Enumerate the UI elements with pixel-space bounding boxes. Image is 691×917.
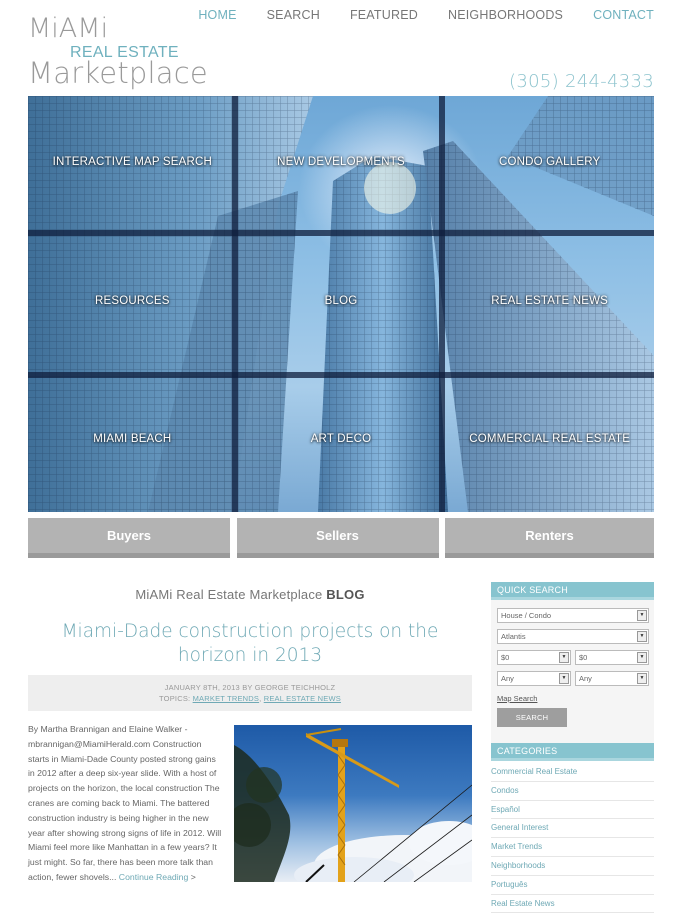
chevron-down-icon: ▼ xyxy=(637,610,647,621)
tile-resources[interactable] xyxy=(28,235,237,374)
post-topics: TOPICS: MARKET TRENDS, REAL ESTATE NEWS xyxy=(159,694,341,703)
phone-number: (305) 244-4333 xyxy=(509,71,654,92)
category-real-estate-news[interactable]: Real Estate News xyxy=(491,895,654,914)
logo-marketplace: Marketplace xyxy=(28,56,208,90)
post-excerpt xyxy=(28,722,224,885)
tile-label: INTERACTIVE MAP SEARCH xyxy=(52,156,213,168)
category-portugues[interactable]: Português xyxy=(491,876,654,895)
site-logo[interactable] xyxy=(28,14,208,90)
blog-heading-bold: BLOG xyxy=(326,587,365,602)
tile-label: ART DECO xyxy=(310,433,372,446)
nav-featured[interactable]: FEATURED xyxy=(349,8,418,22)
main-nav xyxy=(168,8,654,22)
quick-search-title: QUICK SEARCH xyxy=(491,582,654,600)
renters-button[interactable]: Renters xyxy=(445,518,654,558)
nav-neighborhoods[interactable]: NEIGHBORHOODS xyxy=(447,8,564,22)
categories-widget xyxy=(491,743,654,913)
map-search-link[interactable]: Map Search xyxy=(497,694,538,703)
min-price-value: $0 xyxy=(501,653,510,662)
chevron-down-icon: ▼ xyxy=(637,673,647,684)
tile-label: CONDO GALLERY xyxy=(498,156,601,168)
max-price-value: $0 xyxy=(579,653,588,662)
nav-search[interactable]: SEARCH xyxy=(266,8,320,22)
tile-label: COMMERCIAL REAL ESTATE xyxy=(469,433,631,446)
blog-heading xyxy=(28,587,472,602)
topic-real-estate-news[interactable]: REAL ESTATE NEWS xyxy=(263,694,341,703)
post-image[interactable] xyxy=(234,725,472,882)
chevron-down-icon: ▼ xyxy=(559,652,569,663)
nav-home[interactable]: HOME xyxy=(198,8,237,22)
min-price-select[interactable] xyxy=(497,650,571,665)
category-commercial-real-estate[interactable]: Commercial Real Estate xyxy=(491,763,654,782)
tile-new-developments[interactable] xyxy=(237,96,446,235)
nav-contact[interactable]: CONTACT xyxy=(593,8,654,22)
property-type-select[interactable] xyxy=(497,608,649,623)
tile-label: BLOG xyxy=(324,294,358,307)
tile-label: NEW DEVELOPMENTS xyxy=(277,156,405,168)
post-meta xyxy=(28,675,472,711)
tile-label: RESOURCES xyxy=(95,294,170,307)
area-select[interactable] xyxy=(497,629,649,644)
search-button[interactable]: SEARCH xyxy=(497,708,567,727)
tile-commercial-real-estate[interactable] xyxy=(445,373,654,512)
tile-art-deco[interactable] xyxy=(237,373,446,512)
category-condos[interactable]: Condos xyxy=(491,782,654,801)
tile-interactive-map-search[interactable] xyxy=(28,96,237,235)
category-neighborhoods[interactable]: Neighborhoods xyxy=(491,857,654,876)
crane-photo xyxy=(234,725,472,882)
tile-condo-gallery[interactable] xyxy=(445,96,654,235)
logo-miami: MiAMi xyxy=(28,13,109,44)
chevron-down-icon: ▼ xyxy=(637,652,647,663)
hero-grid xyxy=(28,96,654,512)
buyers-button[interactable]: Buyers xyxy=(28,518,230,558)
max-price-select[interactable] xyxy=(575,650,649,665)
tile-miami-beach[interactable] xyxy=(28,373,237,512)
category-general-interest[interactable]: General Interest xyxy=(491,819,654,838)
tile-real-estate-news[interactable] xyxy=(445,235,654,374)
excerpt-text: By Martha Brannigan and Elaine Walker - mbrannigan@MiamiHerald.com Construction starts in Miami-Dade County posted strong gains in 2012 after a deep six-year slide. With a host of projects on the horizon, the local construction The cranes are coming back to Miami. The battered construction industry is being higher in the new year after showing strong signs of life in 2012. Will Miami feel more like Manhattan in a few years? It just might. So far, there has been more talk than action, fewer shovels... xyxy=(28,724,222,882)
topic-market-trends[interactable]: MARKET TRENDS xyxy=(192,694,260,703)
chevron-down-icon: ▼ xyxy=(637,631,647,642)
tile-blog[interactable] xyxy=(237,235,446,374)
tile-label: REAL ESTATE NEWS xyxy=(491,294,609,307)
audience-buttons xyxy=(28,518,654,558)
sellers-button[interactable]: Sellers xyxy=(237,518,439,558)
tile-label: MIAMI BEACH xyxy=(93,433,172,446)
topics-label: TOPICS: xyxy=(159,694,191,703)
quick-search-widget xyxy=(491,582,654,756)
property-type-value: House / Condo xyxy=(501,611,552,620)
category-market-trends[interactable]: Market Trends xyxy=(491,838,654,857)
continue-reading-link[interactable]: Continue Reading xyxy=(118,871,189,882)
beds-select[interactable] xyxy=(497,671,571,686)
chevron-down-icon: ▼ xyxy=(559,673,569,684)
beds-value: Any xyxy=(501,674,514,683)
categories-title: CATEGORIES xyxy=(491,743,654,761)
area-value: Atlantis xyxy=(501,632,526,641)
continue-arrow: > xyxy=(190,871,196,882)
logo-real-estate: REAL ESTATE xyxy=(70,44,179,61)
post-title[interactable]: Miami-Dade construction projects on the horizon in 2013 xyxy=(61,621,439,666)
baths-select[interactable] xyxy=(575,671,649,686)
baths-value: Any xyxy=(579,674,592,683)
blog-heading-light: MiAMi Real Estate Marketplace xyxy=(135,587,323,602)
category-espanol[interactable]: Español xyxy=(491,801,654,820)
post-date-author: JANUARY 8TH, 2013 BY GEORGE TEICHHOLZ xyxy=(164,683,336,692)
